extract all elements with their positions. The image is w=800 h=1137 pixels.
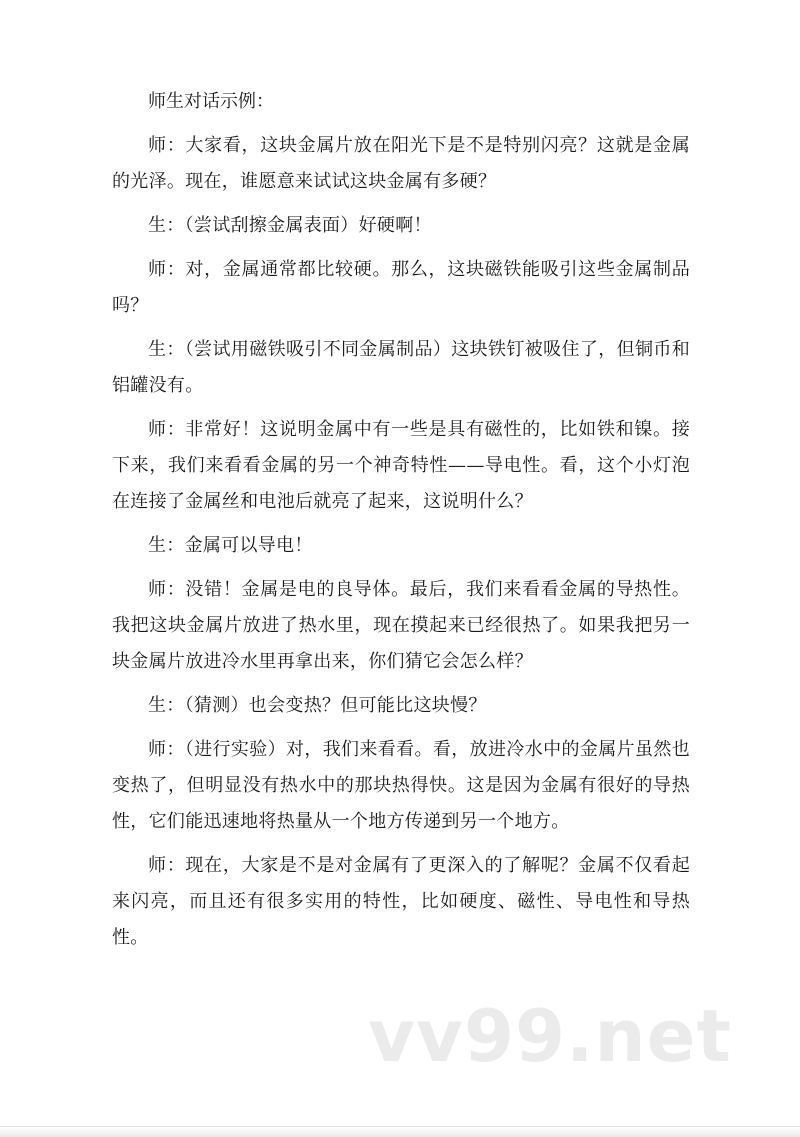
dialogue-paragraph-teacher-heat: 师：没错！金属是电的良导体。最后，我们来看看金属的导热性。我把这块金属片放进了热水里，现在摸起来已经很热了。如果我把另一块金属片放进冷水里再拿出来，你们猜它会怎么样？ [112, 579, 690, 672]
dialogue-paragraph-student-hardness: 生：（尝试刮擦金属表面）好硬啊！ [148, 215, 432, 236]
dialogue-paragraph-teacher-experiment: 师：（进行实验）对，我们来看看。看，放进冷水中的金属片虽然也变热了，但明显没有热水中的那块热得快。这是因为金属有很好的导热性，它们能迅速地将热量从一个地方传递到另一个地方。 [112, 739, 690, 832]
dialogue-paragraph-student-conductivity: 生：金属可以导电！ [148, 535, 313, 556]
dialogue-paragraph-student-magnet: 生：（尝试用磁铁吸引不同金属制品）这块铁钉被吸住了，但铜币和铝罐没有。 [112, 339, 690, 396]
dialogue-paragraph-teacher-luster: 师：大家看，这块金属片放在阳光下是不是特别闪亮？这就是金属的光泽。现在，谁愿意来试试这块金属有多硬？ [112, 135, 690, 192]
site-watermark: vv99.net [368, 994, 732, 1078]
dialogue-paragraph-teacher-summary: 师：现在，大家是不是对金属有了更深入的了解呢？金属不仅看起来闪亮，而且还有很多实用的特性，比如硬度、磁性、导电性和导热性。 [112, 855, 690, 948]
document-body [112, 84, 690, 964]
dialogue-paragraph-teacher-magnet: 师：对，金属通常都比较硬。那么，这块磁铁能吸引这些金属制品吗？ [112, 259, 690, 316]
dialogue-paragraph-teacher-conductivity: 师：非常好！这说明金属中有一些是具有磁性的，比如铁和镍。接下来，我们来看看金属的另一个神奇特性——导电性。看，这个小灯泡在连接了金属丝和电池后就亮了起来，这说明什么？ [112, 419, 690, 512]
dialogue-heading: 师生对话示例： [148, 91, 274, 112]
page-bottom-edge [0, 1126, 800, 1137]
dialogue-paragraph-student-guess: 生：（猜测）也会变热？但可能比这块慢？ [148, 695, 487, 716]
